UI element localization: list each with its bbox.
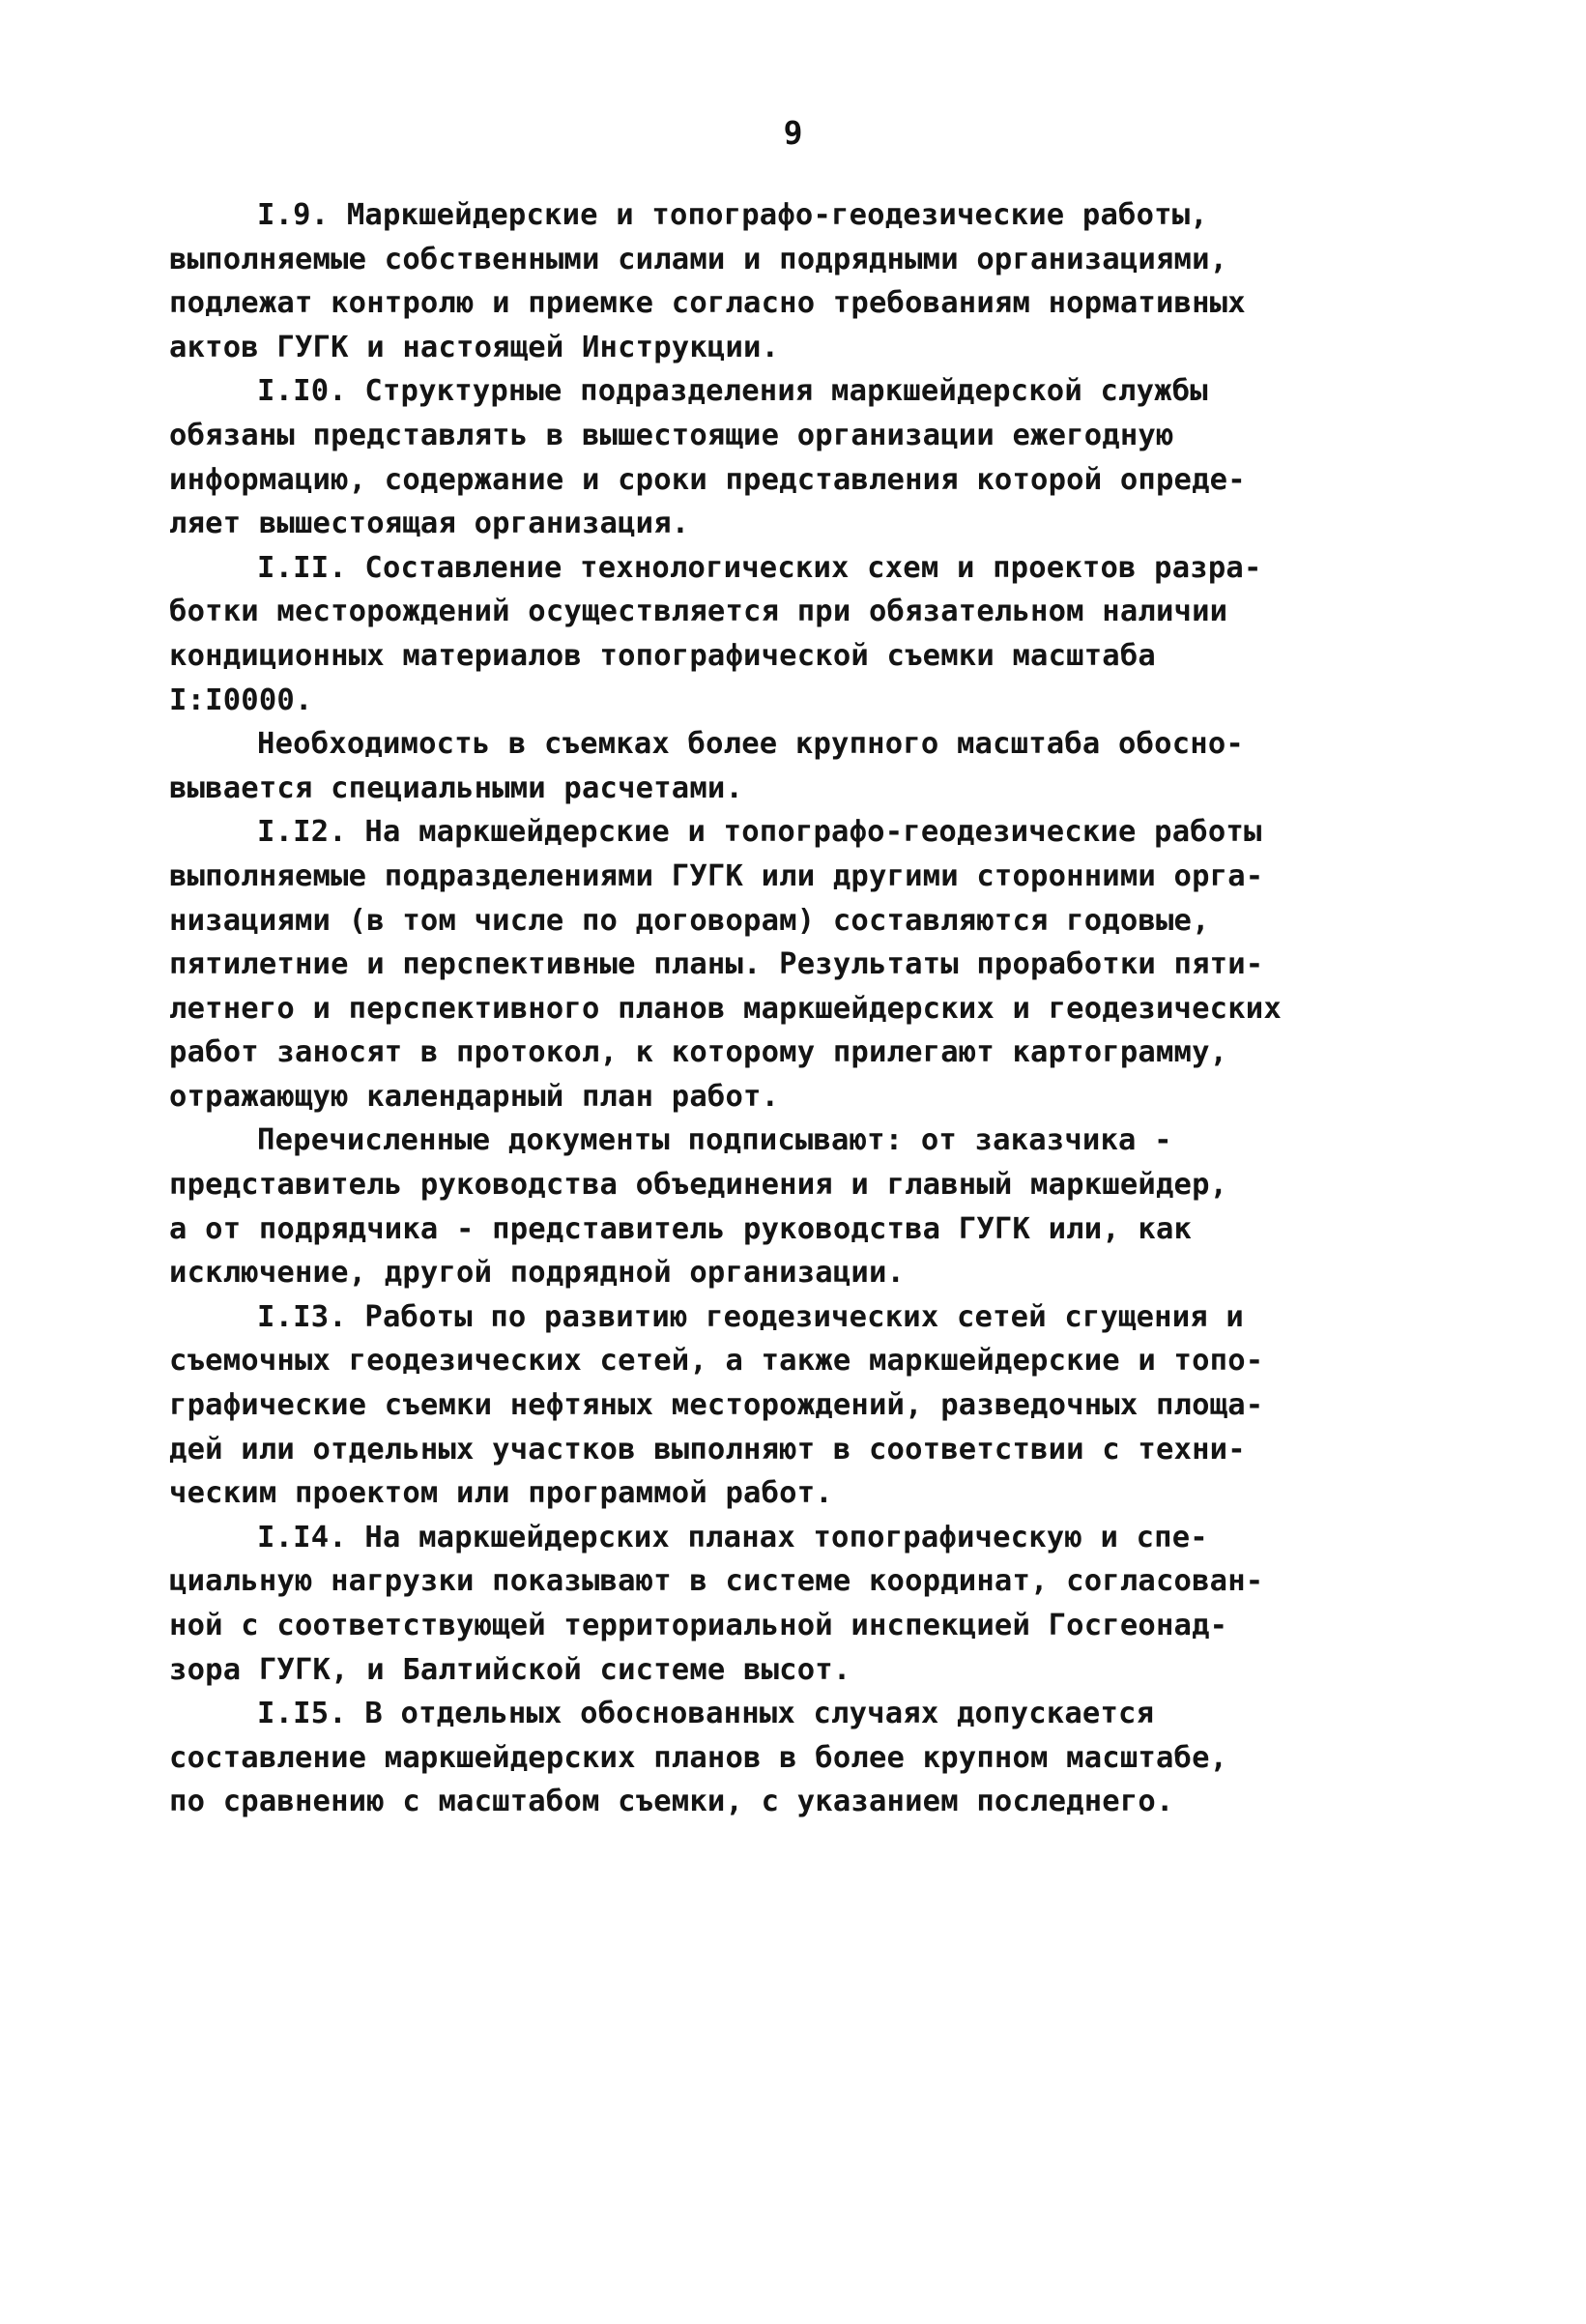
text-line: работ заносят в протокол, к которому прилегают картограмму,	[169, 1035, 1228, 1070]
paragraph-1-10	[169, 369, 1300, 545]
text-line: I.I3. Работы по развитию геодезических сетей сгущения и	[257, 1299, 1244, 1334]
paragraph-1-9	[169, 193, 1300, 369]
paragraph-signatures	[169, 1118, 1300, 1294]
text-line: циальную нагрузки показывают в системе координат, согласован-	[169, 1564, 1264, 1599]
text-line: выполняемые подразделениями ГУГК или другими сторонними орга-	[169, 858, 1264, 893]
text-line: I.9. Маркшейдерские и топографо-геодезические работы,	[257, 198, 1208, 232]
text-line: ботки месторождений осуществляется при обязательном наличии	[169, 595, 1228, 629]
paragraph-1-11	[169, 546, 1300, 722]
text-line: I.II. Составление технологических схем и проектов разра-	[257, 550, 1262, 585]
body-text	[169, 193, 1300, 1824]
text-line: низациями (в том числе по договорам) составляются годовые,	[169, 903, 1210, 938]
text-line: обязаны представлять в вышестоящие организации ежегодную	[169, 418, 1174, 452]
text-line: выполняемые собственными силами и подрядными организациями,	[169, 242, 1228, 276]
text-line: летнего и перспективного планов маркшейдерских и геодезических	[169, 991, 1282, 1026]
text-line: Перечисленные документы подписывают: от заказчика -	[257, 1123, 1172, 1158]
text-line: подлежат контролю и приемке согласно требованиям нормативных	[169, 286, 1246, 321]
text-line: актов ГУГК и настоящей Инструкции.	[169, 330, 780, 364]
paragraph-1-15	[169, 1692, 1300, 1824]
paragraph-1-12	[169, 810, 1300, 1118]
text-line: съемочных геодезических сетей, а также маркшейдерские и топо-	[169, 1344, 1264, 1379]
text-line: I:I0000.	[169, 683, 313, 717]
text-line: вывается специальными расчетами.	[169, 770, 744, 805]
text-line: I.I0. Структурные подразделения маркшейдерской службы	[257, 374, 1208, 409]
text-line: исключение, другой подрядной организации.	[169, 1256, 906, 1291]
text-line: составление маркшейдерских планов в более крупном масштабе,	[169, 1740, 1228, 1775]
text-line: I.I5. В отдельных обоснованных случаях допускается	[257, 1697, 1155, 1731]
text-line: ческим проектом или программой работ.	[169, 1476, 833, 1511]
paragraph-necessity	[169, 722, 1300, 810]
page-number: 9	[783, 114, 803, 152]
text-line: графические съемки нефтяных месторождений, разведочных площа-	[169, 1388, 1264, 1423]
text-line: зора ГУГК, и Балтийской системе высот.	[169, 1652, 851, 1687]
text-line: дей или отдельных участков выполняют в соответствии с техни-	[169, 1432, 1246, 1467]
paragraph-1-14	[169, 1516, 1300, 1692]
text-line: I.I4. На маркшейдерских планах топографическую и спе-	[257, 1520, 1208, 1554]
text-line: ной с соответствующей территориальной инспекцией Госгеонад-	[169, 1609, 1228, 1642]
text-line: а от подрядчика - представитель руководства ГУГК или, как	[169, 1211, 1193, 1246]
paragraph-1-13	[169, 1295, 1300, 1516]
text-line: ляет вышестоящая организация.	[169, 507, 690, 541]
text-line: I.I2. На маркшейдерские и топографо-геодезические работы	[257, 815, 1262, 850]
text-line: Необходимость в съемках более крупного масштаба обосно-	[257, 727, 1244, 762]
text-line: кондиционных материалов топографической съемки масштаба	[169, 638, 1156, 673]
text-line: по сравнению с масштабом съемки, с указанием последнего.	[169, 1785, 1174, 1819]
text-line: отражающую календарный план работ.	[169, 1079, 780, 1114]
text-line: пятилетние и перспективные планы. Результаты проработки пяти-	[169, 947, 1264, 982]
text-line: информацию, содержание и сроки представления которой опреде-	[169, 462, 1246, 497]
text-line: представитель руководства объединения и главный маркшейдер,	[169, 1168, 1228, 1203]
